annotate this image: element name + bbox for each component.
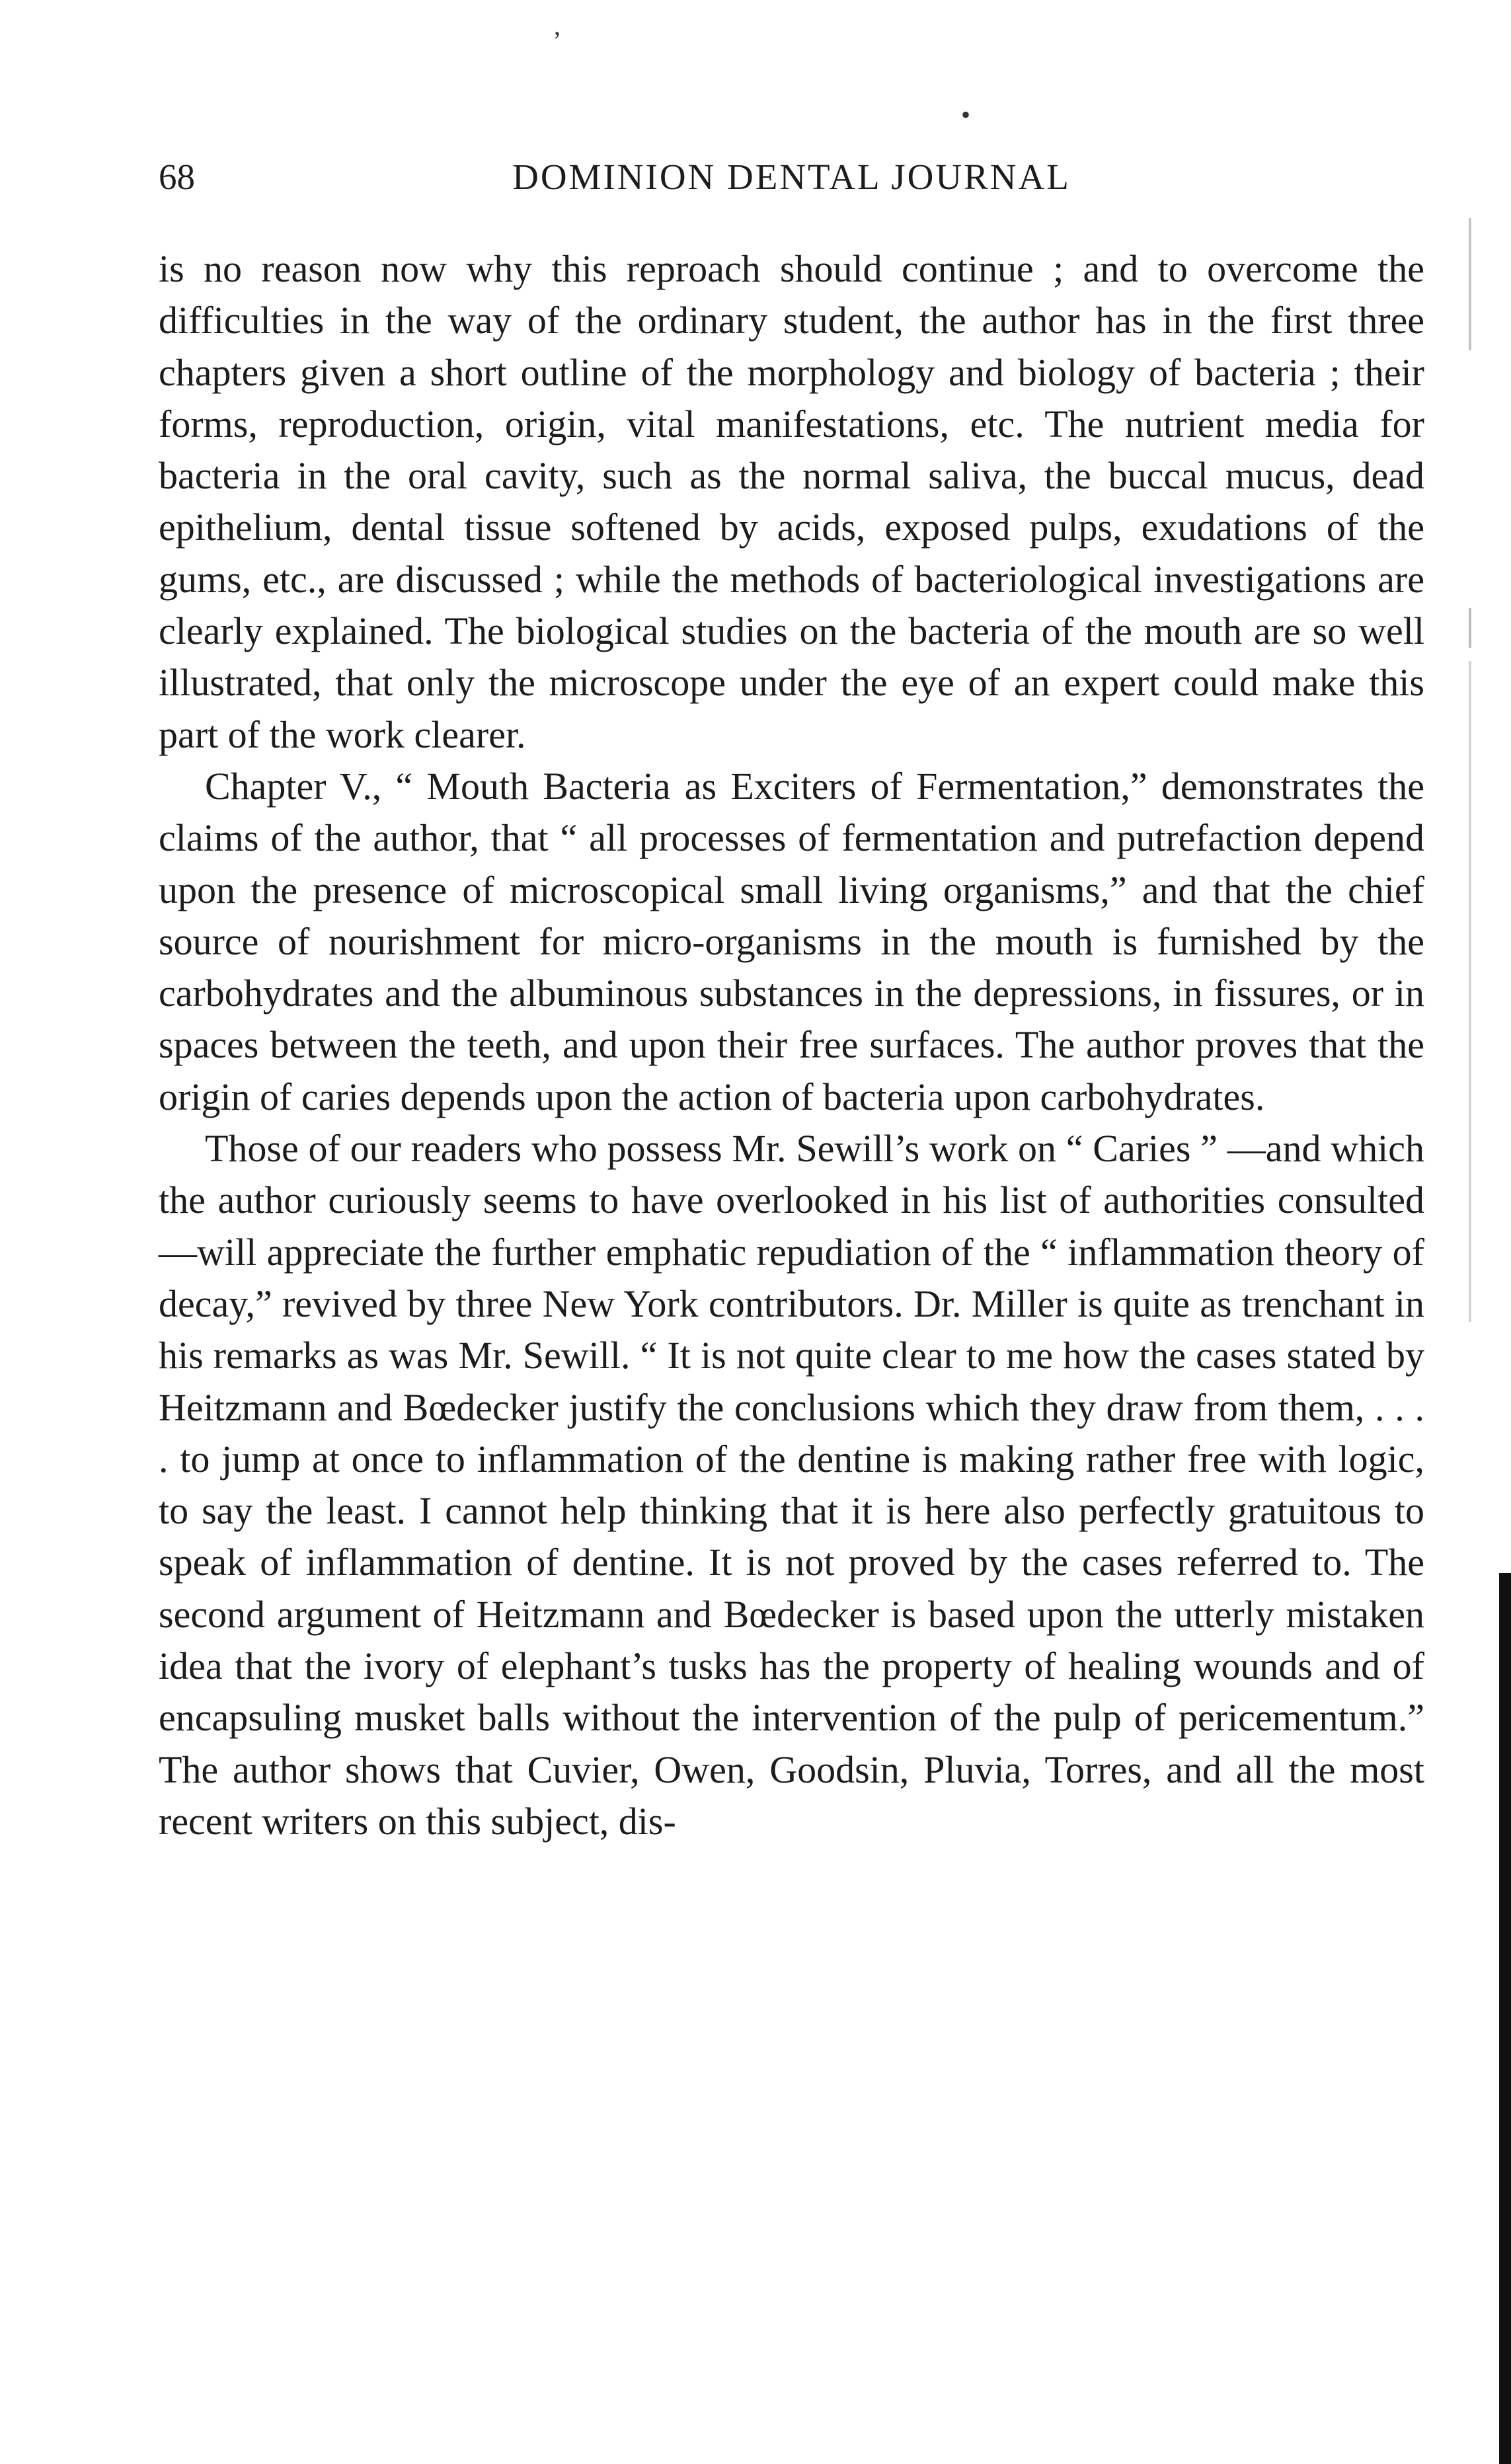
paragraph-2: Chapter V., “ Mouth Bacteria as Exciters of Fermentation,” demonstrates the claims of the author, that “ all processes of fermentation and putrefaction depend upon the presence of microscopical small living organisms,” and that the chief source of nourishment for micro-organisms in the mouth is furnished by the carbohydrates and the albuminous substances in the depressions, in fissures, or in spaces between the teeth, and upon their free surfaces. The author proves that the origin of caries depends upon the action of bacteria upon carbohydrates. xyxy=(159,764,1424,1118)
page-edge-speck xyxy=(1469,661,1471,1322)
page-edge-speck xyxy=(1469,218,1471,350)
stray-ink-dot: • xyxy=(961,100,971,130)
page-number: 68 xyxy=(159,157,195,197)
article-body xyxy=(159,243,1424,1847)
page-edge-shadow xyxy=(1499,1573,1511,2464)
running-title: DOMINION DENTAL JOURNAL xyxy=(512,157,1071,197)
paragraph-3: Those of our readers who possess Mr. Sewill’s work on “ Caries ” —and which the author curiously seems to have overlooked in his list of authorities consulted—will appreciate the further emphatic repudiation of the “ inflammation theory of decay,” revived by three New York contributors. Dr. Miller is quite as trenchant in his remarks as was Mr. Sewill. “ It is not quite clear to me how the cases stated by Heitzmann and Bœdecker justify the conclusions which they draw from them, . . . . to jump at once to inflammation of the dentine is making rather free with logic, to say the least. I cannot help thinking that it is here also perfectly gratuitous to speak of inflammation of dentine. It is not proved by the cases referred to. The second argument of Heitzmann and Bœdecker is based upon the utterly mistaken idea that the ivory of elephant’s tusks has the property of healing wounds and of encapsuling musket balls without the intervention of the pulp of pericementum.” The author shows that Cuvier, Owen, Goodsin, Pluvia, Torres, and all the most recent writers on this subject, dis- xyxy=(159,1127,1424,1843)
page-edge-speck xyxy=(1469,608,1471,648)
stray-ink-mark: ’ xyxy=(553,26,562,56)
paragraph-1: is no reason now why this reproach should continue ; and to overcome the difficulties in the way of the ordinary student, the author has in the first three chapters given a short outline of the morphology and biology of bacteria ; their forms, reproduction, origin, vital manifestations, etc. The nutrient media for bacteria in the oral cavity, such as the normal saliva, the buccal mucus, dead epithelium, dental tissue softened by acids, exposed pulps, exudations of the gums, etc., are discussed ; while the methods of bacteriological investigations are clearly explained. The biological studies on the bacteria of the mouth are so well illustrated, that only the microscope under the eye of an expert could make this part of the work clearer. xyxy=(159,247,1424,756)
page-header xyxy=(159,151,1424,204)
